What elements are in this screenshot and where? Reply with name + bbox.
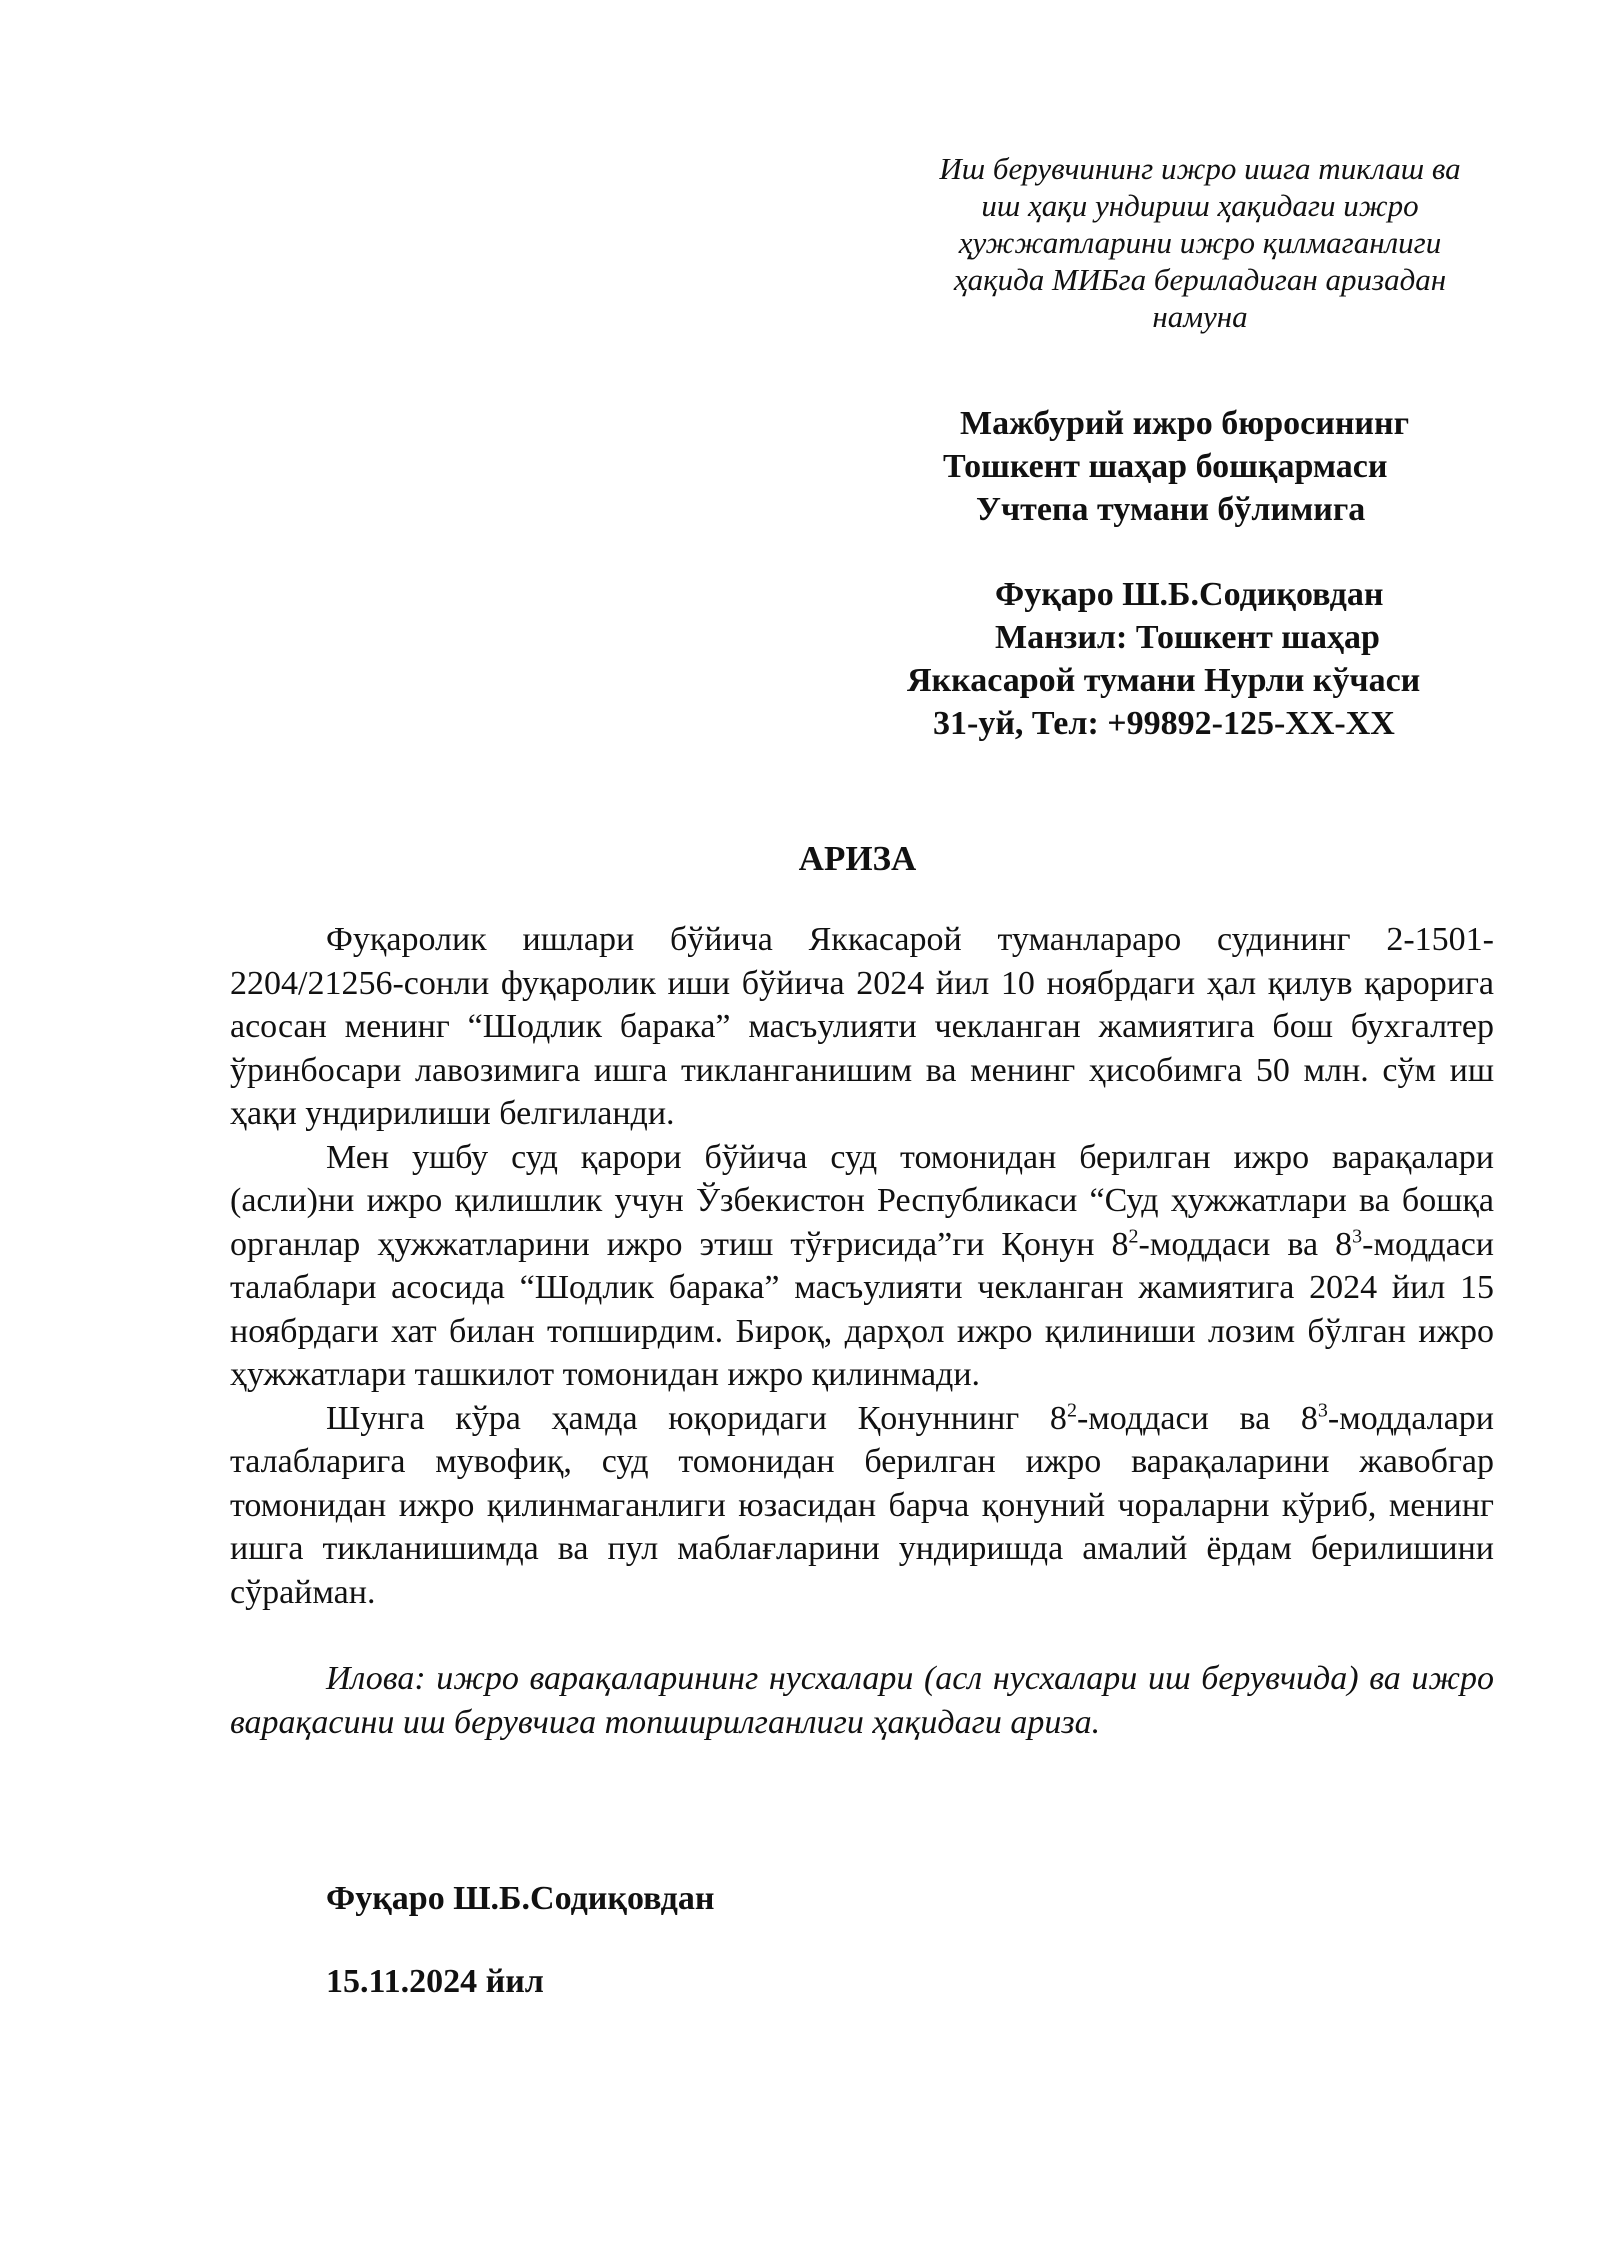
addressee-line: Тошкент шаҳар бошқармаси xyxy=(943,448,1388,485)
note-line: иш ҳақи ундириш ҳақидаги ижро xyxy=(981,188,1419,223)
note-line: Иш берувчининг ижро ишга тиклаш ва xyxy=(939,151,1461,186)
annex-note: Илова: ижро варақаларининг нусхалари (асл нусхалари иш берувчида) ва ижро варақасини иш берувчига топширилганлиги ҳақидаги ариза. xyxy=(230,1660,1494,1741)
note-line: ҳақида МИБга бериладиган аризадан xyxy=(953,262,1447,297)
paragraph-1: Фуқаролик ишлари бўйича Яккасарой туманлараро судининг 2-1501-2204/21256-сонли фуқаролик иши бўйича 2024 йил 10 ноябрдаги ҳал қилув қарорига асосан менинг “Шодлик барака” масъулияти чекланган жамиятига бош бухгалтер ўринбосари лавозимига ишга тикланганишим ва менинг ҳисобимга 50 млн. сўм иш ҳақи ундирилиши белгиланди. xyxy=(230,921,1494,1132)
note-line: намуна xyxy=(1152,299,1248,334)
paragraph-3: Шунга кўра ҳамда юқоридаги Қонуннинг $8^2$-моддаси ва $8^3$-моддалари талабларига мувофиқ, суд томонидан берилган ижро варақаларини жавобгар томонидан ижро қилинмаганлиги юзасидан барча қонуний чораларни кўриб, менинг ишга тикланишимда ва пул маблағларини ундиришда амалий ёрдам берилишини сўрайман. xyxy=(230,1399,1494,1611)
sender-line: 31-уй, Тел: +99892-125-XX-XX xyxy=(933,705,1395,742)
addressee-line: Мажбурий ижро бюросининг xyxy=(960,405,1410,442)
sender-line: Манзил: Тошкент шаҳар xyxy=(995,619,1380,656)
addressee-block xyxy=(880,402,1560,531)
document-title: АРИЗА xyxy=(798,839,917,878)
note-line: ҳужжатларини ижро қилмаганлиги xyxy=(958,225,1442,260)
sender-line: Яккасарой тумани Нурли кўчаси xyxy=(907,662,1421,699)
sample-note xyxy=(920,150,1480,335)
sender-block xyxy=(880,573,1560,745)
sender-line: Фуқаро Ш.Б.Содиқовдан xyxy=(995,576,1384,613)
paragraph-2: Мен ушбу суд қарори бўйича суд томонидан берилган ижро варақалари (асли)ни ижро қилишлик учун Ўзбекистон Республикаси “Суд ҳужжатлари ва бошқа органлар ҳужжатларини ижро этиш тўғрисида”ги Қонун $8^2$-моддаси ва $8^3$-моддаси талаблари асосида “Шодлик барака” масъулияти чекланган жамиятига 2024 йил 15 ноябрдаги хат билан топширдим. Бироқ, дарҳол ижро қилиниши лозим бўлган ижро ҳужжатлари ташкилот томонидан ижро қилинмади. xyxy=(230,1138,1494,1393)
document-body xyxy=(230,918,1494,1744)
signature-name: Фуқаро Ш.Б.Содиқовдан xyxy=(326,1880,715,1917)
signature-date: 15.11.2024 йил xyxy=(326,1963,544,2000)
addressee-line: Учтепа тумани бўлимига xyxy=(976,491,1366,528)
